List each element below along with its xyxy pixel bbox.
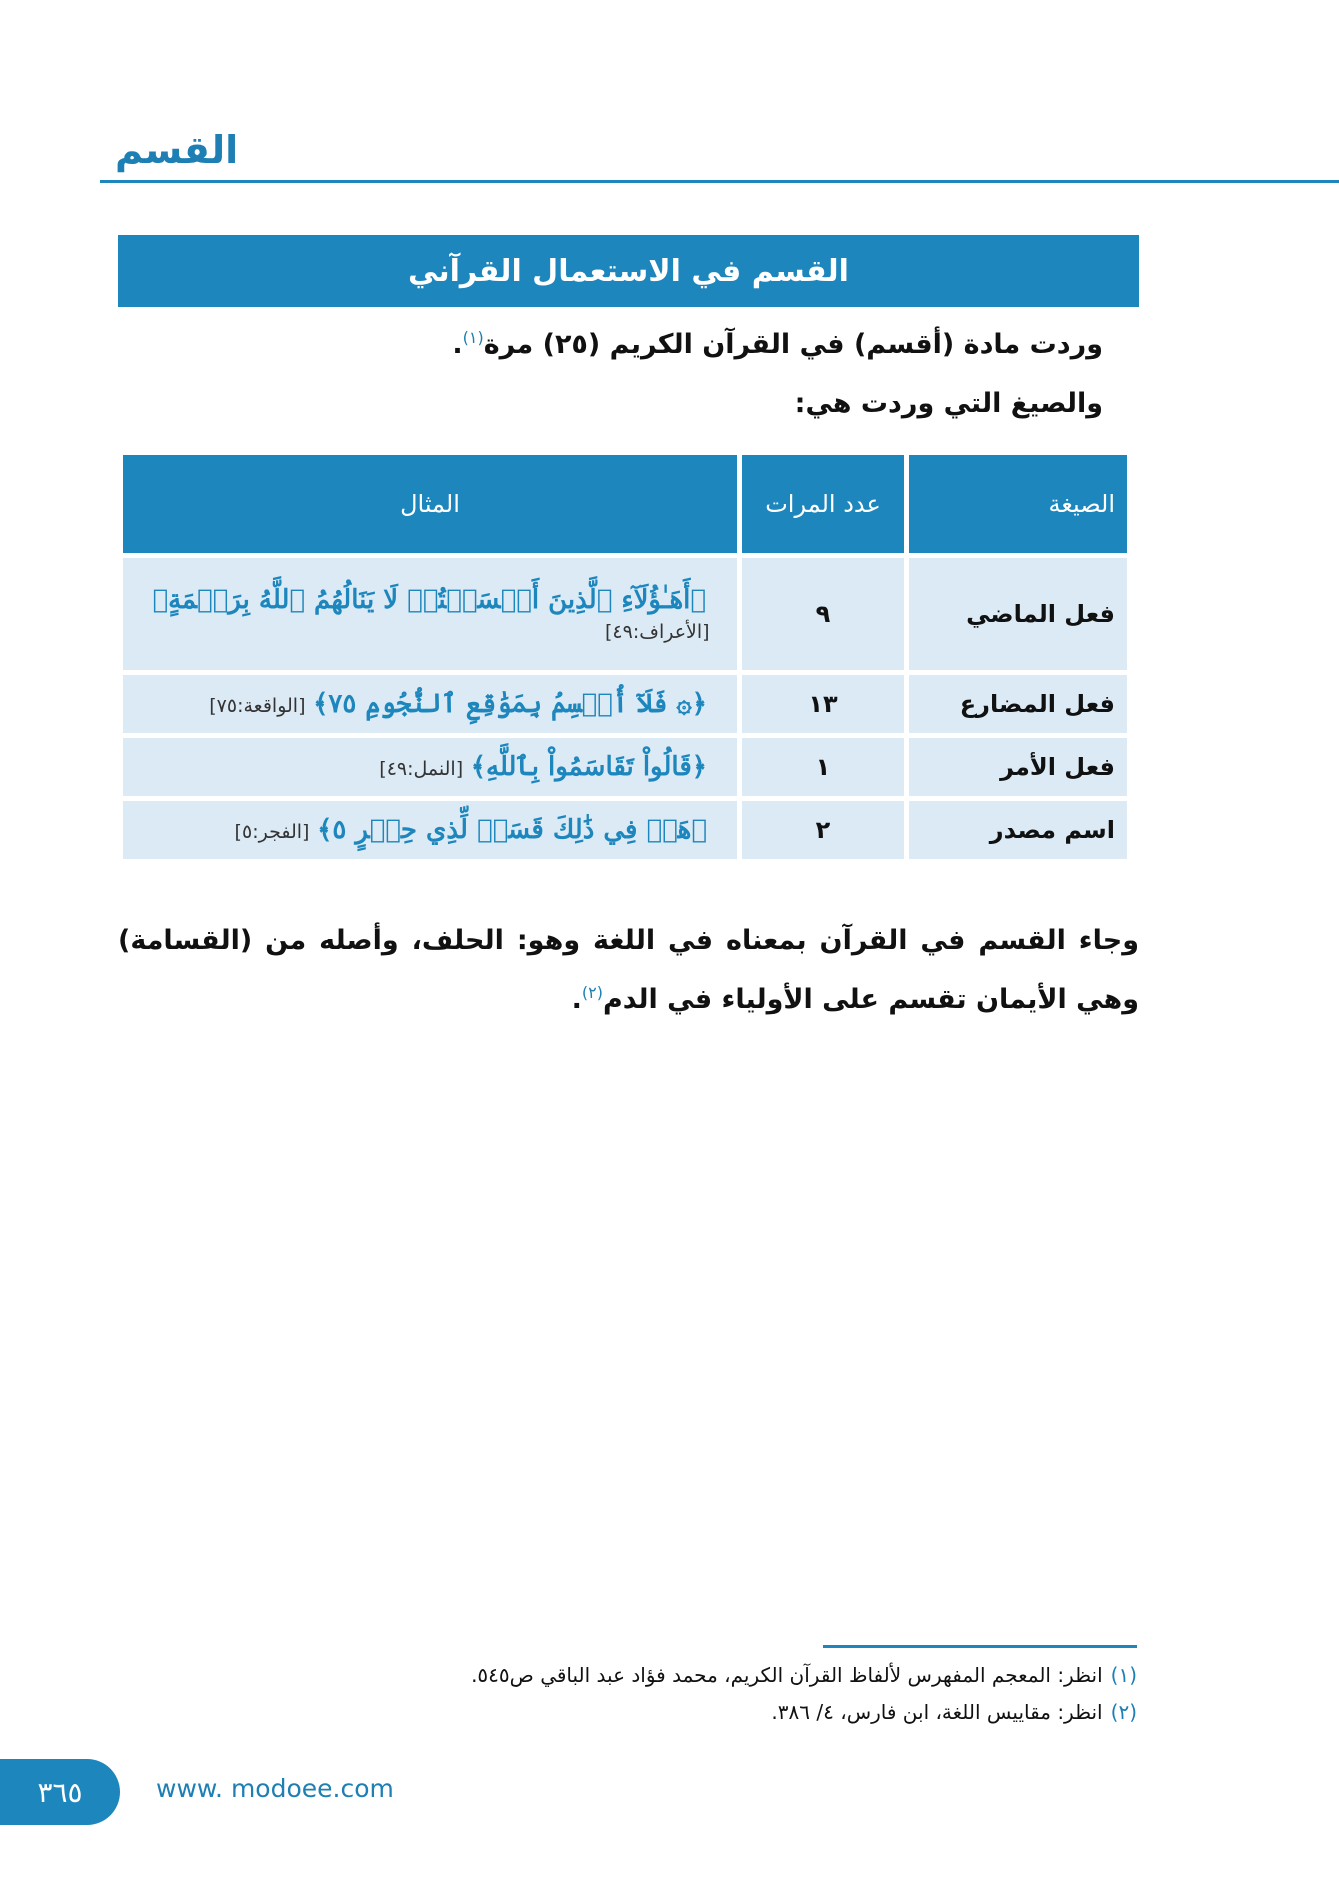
verse-reference: [الفجر:٥] — [234, 821, 310, 843]
verse-reference: [الواقعة:٧٥] — [209, 695, 306, 717]
example-cell — [123, 558, 737, 670]
closing-text: وجاء القسم في القرآن بمعناه في اللغة وهو: الحلف، وأصله من (القسامة) وهي الأيمان تقسم على الأولياء في الدم — [118, 925, 1139, 1015]
form-cell: فعل الماضي — [909, 558, 1127, 670]
verse-text: ﴿أَهَـٰؤُلَآءِ ٱلَّذِينَ أَقۡسَمۡتُمۡ لَا يَنَالُهُمُ ٱللَّهُ بِرَحۡمَةٍ﴾ — [152, 584, 706, 615]
footnote-ref-2[interactable]: (٢) — [581, 983, 603, 1002]
example-cell — [123, 675, 737, 733]
footnote-2 — [771, 1700, 1137, 1724]
header-rule — [100, 180, 1339, 183]
verse-text: ﴿۞ فَلَآ أُقۡسِمُ بِمَوَٰقِعِ ٱلنُّجُومِ ٧٥﴾ — [313, 689, 707, 719]
verse-text: ﴿قَالُواْ تَقَاسَمُواْ بِٱللَّهِ﴾ — [470, 752, 707, 782]
table-row — [123, 558, 1127, 670]
verse-reference: [الأعراف:٤٩] — [605, 620, 710, 643]
table-row — [123, 738, 1127, 796]
closing-period: . — [571, 984, 582, 1015]
form-cell: فعل الأمر — [909, 738, 1127, 796]
count-cell: ٢ — [742, 801, 904, 859]
count-cell: ١٣ — [742, 675, 904, 733]
table-row — [123, 675, 1127, 733]
forms-table — [118, 450, 1132, 864]
form-cell: اسم مصدر — [909, 801, 1127, 859]
closing-paragraph — [118, 915, 1139, 1026]
header-count: عدد المرات — [742, 455, 904, 553]
example-cell — [123, 738, 737, 796]
running-head: القسم — [115, 128, 239, 172]
count-cell: ١ — [742, 738, 904, 796]
form-cell: فعل المضارع — [909, 675, 1127, 733]
intro-line-2: والصيغ التي وردت هي: — [794, 388, 1103, 419]
footnote-ref-1[interactable]: (١) — [462, 328, 484, 347]
intro-text: وردت مادة (أقسم) في القرآن الكريم (٢٥) مرة — [483, 329, 1103, 360]
header-example: المثال — [123, 455, 737, 553]
footnote-number: (٢) — [1110, 1700, 1137, 1724]
header-form: الصيغة — [909, 455, 1127, 553]
footnote-1 — [471, 1663, 1137, 1687]
page-number: ٣٦٥ — [0, 1759, 120, 1825]
footnote-number: (١) — [1110, 1663, 1137, 1687]
website-link[interactable]: www. modoee.com — [156, 1774, 394, 1803]
intro-period: . — [452, 329, 463, 360]
verse-reference: [النمل:٤٩] — [379, 758, 464, 780]
footnote-rule — [823, 1645, 1137, 1648]
intro-line-1 — [452, 328, 1103, 360]
footnote-text: انظر: مقاييس اللغة، ابن فارس، ٤/ ٣٨٦. — [771, 1700, 1103, 1724]
section-banner: القسم في الاستعمال القرآني — [118, 235, 1139, 307]
example-cell — [123, 801, 737, 859]
table-row — [123, 801, 1127, 859]
verse-text: ﴿هَلۡ فِي ذَٰلِكَ قَسَمٞ لِّذِي حِجۡرٍ ٥﴾ — [317, 815, 707, 845]
count-cell: ٩ — [742, 558, 904, 670]
footnote-text: انظر: المعجم المفهرس لألفاظ القرآن الكريم، محمد فؤاد عبد الباقي ص٥٤٥. — [471, 1663, 1103, 1687]
table-header-row — [123, 455, 1127, 553]
